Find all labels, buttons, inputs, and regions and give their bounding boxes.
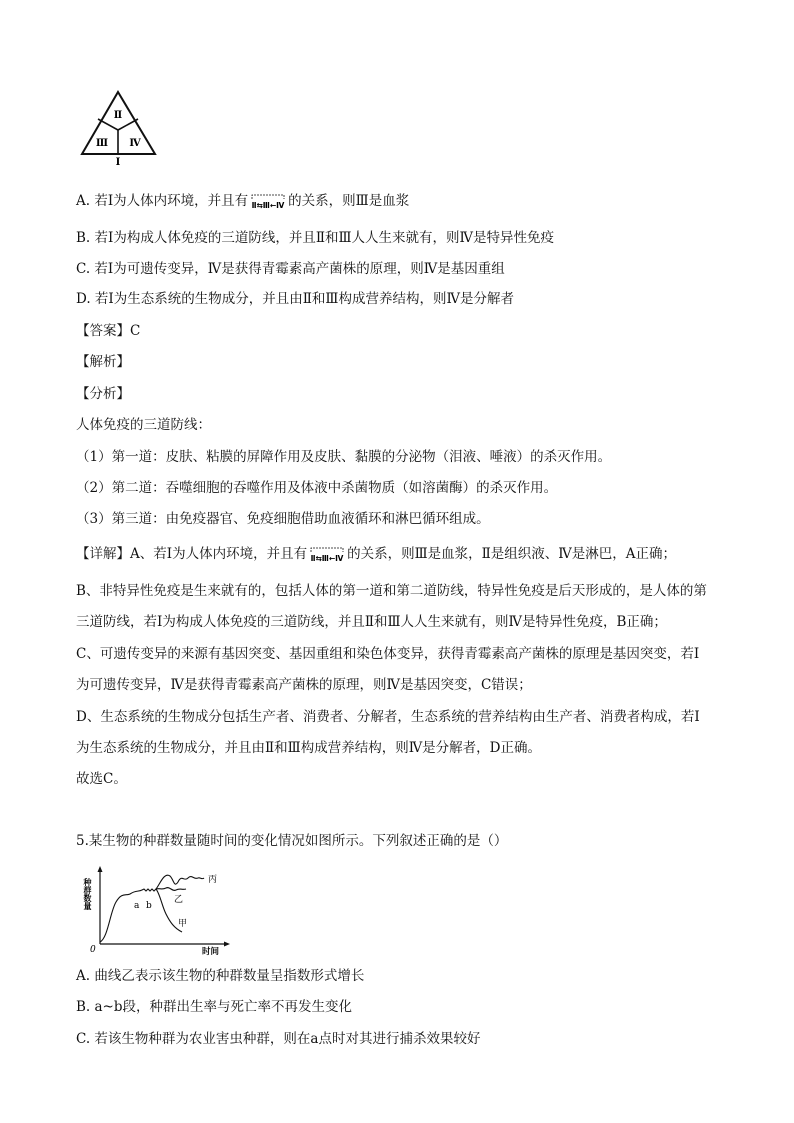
relation-icon-label: Ⅱ⇆Ⅲ←Ⅳ — [251, 200, 285, 210]
triangle-diagram — [80, 90, 158, 166]
detail-a-post: 的关系，则Ⅲ是血浆，Ⅱ是组织液、Ⅳ是淋巴，A正确； — [347, 546, 677, 562]
detail-conclusion: 故选C。 — [76, 771, 127, 787]
option-c: C. 若Ⅰ为可遗传变异，Ⅳ是获得青霉素高产菌株的原理，则Ⅳ是基因重组 — [76, 261, 505, 277]
fenxi-heading: 【分析】 — [76, 386, 130, 402]
fenxi-line-3: （3）第三道：由免疫器官、免疫细胞借助血液循环和淋巴循环组成。 — [76, 511, 490, 527]
detail-c-2: 为可遗传变异，Ⅳ是获得青霉素高产菌株的原理，则Ⅳ是基因突变，C错误； — [76, 677, 532, 693]
option-a-pre: A. 若Ⅰ为人体内环境，并且有 — [76, 193, 249, 209]
fenxi-line-1: （1）第一道：皮肤、粘膜的屏障作用及皮肤、黏膜的分泌物（泪液、唾液）的杀灭作用。 — [76, 449, 612, 465]
triangle-label-top: Ⅱ — [113, 110, 123, 121]
detail-a-pre: 【详解】A、若Ⅰ为人体内环境，并且有 — [76, 546, 308, 562]
curve-yi — [156, 888, 186, 891]
question5-stem: 5.某生物的种群数量随时间的变化情况如图所示。下列叙述正确的是（） — [76, 833, 508, 849]
graph-label-bing: 丙 — [208, 875, 218, 885]
q5-option-b: B. a~b段，种群出生率与死亡率不再发生变化 — [76, 999, 353, 1015]
detail-b-1: B、非特异性免疫是生来就有的，包括人体的第一道和第二道防线，特异性免疫是后天形成的，是人体的第 — [76, 583, 707, 599]
graph-label-yi: 乙 — [174, 895, 184, 905]
graph-label-jia: 甲 — [178, 919, 188, 929]
triangle-label-right: Ⅳ — [129, 138, 141, 149]
relation-icon-2 — [307, 546, 347, 564]
triangle-label-left: Ⅲ — [95, 138, 109, 149]
graph-label-b: b — [146, 901, 152, 911]
detail-b-2: 三道防线，若Ⅰ为构成人体免疫的三道防线，并且Ⅱ和Ⅲ人人生来就有，则Ⅳ是特异性免疫，B正确； — [76, 614, 667, 630]
curve-jia — [100, 889, 182, 942]
q5-option-c: C. 若该生物种群为农业害虫种群，则在a点时对其进行捕杀效果较好 — [76, 1031, 481, 1047]
detail-d-1: D、生态系统的生物成分包括生产者、消费者、分解者，生态系统的营养结构由生产者、消费者构成，若Ⅰ — [76, 709, 700, 725]
option-d: D. 若Ⅰ为生态系统的生物成分，并且由Ⅱ和Ⅲ构成营养结构，则Ⅳ是分解者 — [76, 291, 514, 307]
option-a — [76, 192, 409, 211]
curve-bing — [156, 875, 204, 889]
population-graph — [83, 862, 236, 957]
analysis-heading: 【解析】 — [76, 354, 130, 370]
detail-c-1: C、可遗传变异的来源有基因突变、基因重组和染色体变异，获得青霉素高产菌株的原理是基因突变，若Ⅰ — [76, 646, 700, 662]
triangle-label-bottom: Ⅰ — [115, 157, 121, 168]
graph-ylabel: 种群数量 — [83, 878, 93, 910]
relation-icon-2-label: Ⅱ⇆Ⅲ←Ⅳ — [310, 553, 344, 563]
graph-origin: 0 — [90, 945, 96, 955]
option-b: B. 若Ⅰ为构成人体免疫的三道防线，并且Ⅱ和Ⅲ人人生来就有，则Ⅳ是特异性免疫 — [76, 230, 555, 246]
option-a-post: 的关系，则Ⅲ是血浆 — [288, 193, 410, 209]
detail-d-2: 为生态系统的生物成分，并且由Ⅱ和Ⅲ构成营养结构，则Ⅳ是分解者，D正确。 — [76, 740, 542, 756]
answer: 【答案】C — [76, 323, 141, 339]
graph-xlabel: 时间 — [202, 947, 220, 957]
graph-label-a: a — [134, 901, 140, 911]
q5-option-a: A. 曲线乙表示该生物的种群数量呈指数形式增长 — [76, 968, 365, 984]
relation-icon — [248, 193, 288, 211]
fenxi-intro: 人体免疫的三道防线： — [76, 417, 211, 433]
detail-a — [76, 545, 676, 564]
fenxi-line-2: （2）第二道：吞噬细胞的吞噬作用及体液中杀菌物质（如溶菌酶）的杀灭作用。 — [76, 480, 558, 496]
